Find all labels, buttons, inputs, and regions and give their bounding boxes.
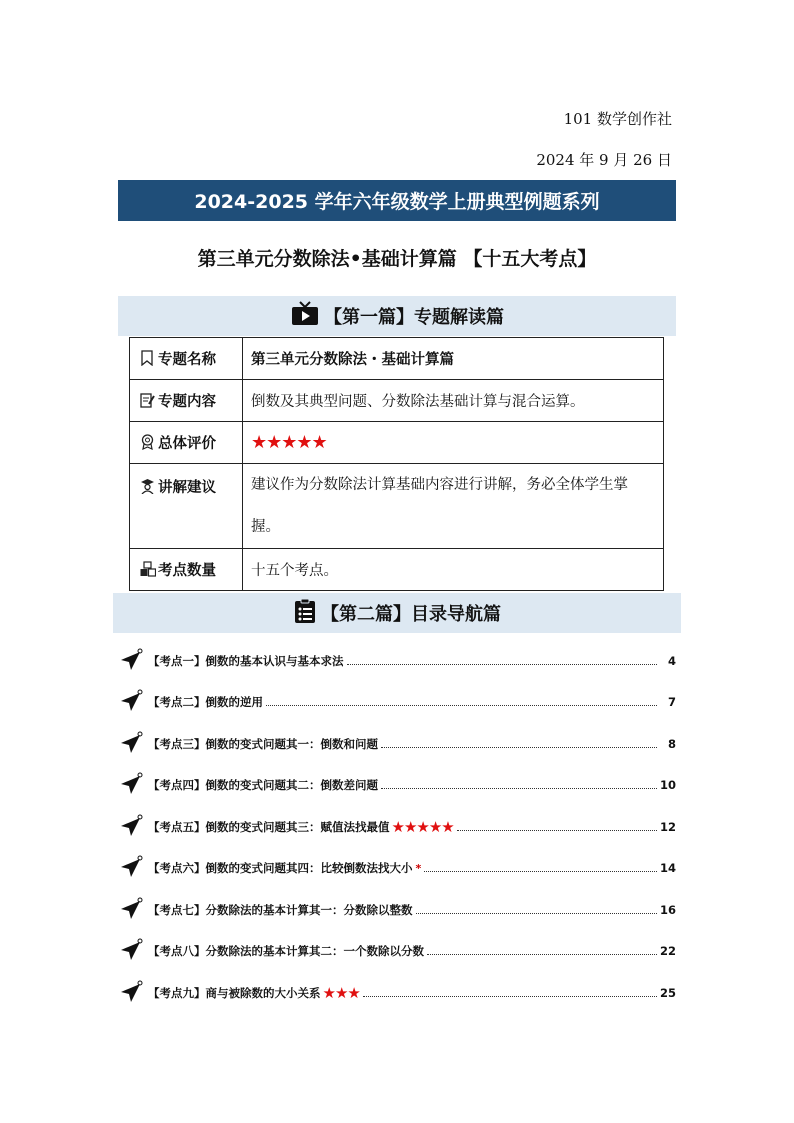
leader-dots	[457, 829, 657, 831]
toc-item-page: 4	[667, 653, 676, 668]
info-row-suggestion	[130, 464, 664, 549]
navigation-arrow-icon	[118, 772, 144, 798]
info-row-count	[130, 549, 664, 591]
org-name: 101 数学创作社	[563, 110, 672, 128]
navigation-arrow-icon	[118, 855, 144, 881]
toc-item-stars: ★★★★★	[391, 817, 454, 836]
toc-item-label: 【考点一】倒数的基本认识与基本求法	[148, 653, 344, 668]
toc-item-mark: *	[415, 861, 422, 875]
leader-dots	[427, 953, 657, 955]
navigation-arrow-icon	[118, 731, 144, 757]
toc-item-label: 【考点四】倒数的变式问题其二：倒数差问题	[148, 778, 378, 793]
toc-item-label: 【考点九】商与被除数的大小关系	[148, 985, 321, 1000]
clipboard-list-icon	[293, 598, 321, 629]
navigation-arrow-icon	[118, 689, 144, 715]
award-icon	[140, 434, 158, 454]
topic-name-value: 第三单元分数除法・基础计算篇	[243, 338, 664, 380]
section-1-header	[118, 296, 676, 336]
navigation-arrow-icon	[118, 897, 144, 923]
toc-item-page: 12	[660, 819, 677, 834]
blocks-icon	[140, 561, 158, 581]
toc-item-page: 10	[660, 778, 677, 793]
toc-item-page: 22	[660, 944, 677, 959]
navigation-arrow-icon	[118, 938, 144, 964]
leader-dots	[381, 787, 657, 789]
navigation-arrow-icon	[118, 980, 144, 1006]
info-label-cell: 总体评价	[130, 422, 243, 464]
toc-item[interactable]	[118, 682, 676, 724]
toc-item[interactable]	[118, 806, 676, 848]
edit-note-icon	[140, 392, 158, 412]
toc-item-page: 16	[660, 902, 677, 917]
table-of-contents	[118, 640, 676, 1014]
leader-dots	[416, 912, 658, 914]
info-row-name	[130, 338, 664, 380]
toc-item-label: 【考点三】倒数的变式问题其一：倒数和问题	[148, 736, 378, 751]
toc-item-label: 【考点六】倒数的变式问题其四：比较倒数法找大小	[148, 861, 413, 876]
topic-count-value: 十五个考点。	[243, 549, 664, 591]
leader-dots	[363, 995, 657, 997]
teaching-suggestion-value: 建议作为分数除法计算基础内容进行讲解，务必全体学生掌握。	[243, 464, 664, 549]
overall-rating-value	[243, 422, 664, 464]
toc-item[interactable]	[118, 723, 676, 765]
leader-dots	[347, 663, 658, 665]
toc-item-page: 7	[667, 695, 676, 710]
info-label-cell: 专题内容	[130, 380, 243, 422]
rating-stars: ★★★★★	[251, 432, 327, 453]
topic-content-value: 倒数及其典型问题、分数除法基础计算与混合运算。	[243, 380, 664, 422]
info-label-cell: 专题名称	[130, 338, 243, 380]
document-subtitle: 第三单元分数除法•基础计算篇 【十五大考点】	[197, 248, 597, 270]
toc-item-stars: ★★★	[322, 983, 360, 1002]
toc-item-page: 14	[660, 861, 677, 876]
leader-dots	[266, 704, 657, 706]
toc-item-page: 25	[660, 985, 677, 1000]
navigation-arrow-icon	[118, 648, 144, 674]
leader-dots	[424, 870, 657, 872]
toc-item[interactable]	[118, 765, 676, 807]
toc-item[interactable]	[118, 972, 676, 1014]
info-row-content	[130, 380, 664, 422]
toc-item[interactable]	[118, 848, 676, 890]
document-date: 2024 年 9 月 26 日	[536, 151, 672, 169]
topic-info-table	[129, 337, 664, 591]
info-label-cell: 考点数量	[130, 549, 243, 591]
toc-item-label: 【考点七】分数除法的基本计算其一：分数除以整数	[148, 902, 413, 917]
series-title-banner: 2024-2025 学年六年级数学上册典型例题系列	[118, 180, 676, 221]
section-1-title: 【第一篇】专题解读篇	[324, 307, 504, 328]
section-2-header	[113, 593, 681, 633]
navigation-arrow-icon	[118, 814, 144, 840]
section-2-title: 【第二篇】目录导航篇	[321, 604, 501, 625]
teacher-icon	[140, 478, 158, 498]
toc-item[interactable]	[118, 640, 676, 682]
toc-item-label: 【考点二】倒数的逆用	[148, 695, 263, 710]
toc-item[interactable]	[118, 889, 676, 931]
bookmark-icon	[140, 350, 158, 370]
tv-icon	[290, 301, 324, 332]
info-row-rating	[130, 422, 664, 464]
toc-item-label: 【考点八】分数除法的基本计算其二：一个数除以分数	[148, 944, 424, 959]
leader-dots	[381, 746, 657, 748]
info-label-cell: 讲解建议	[130, 464, 243, 549]
toc-item-page: 8	[667, 736, 676, 751]
toc-item-label: 【考点五】倒数的变式问题其三：赋值法找最值	[148, 819, 390, 834]
toc-item[interactable]	[118, 931, 676, 973]
